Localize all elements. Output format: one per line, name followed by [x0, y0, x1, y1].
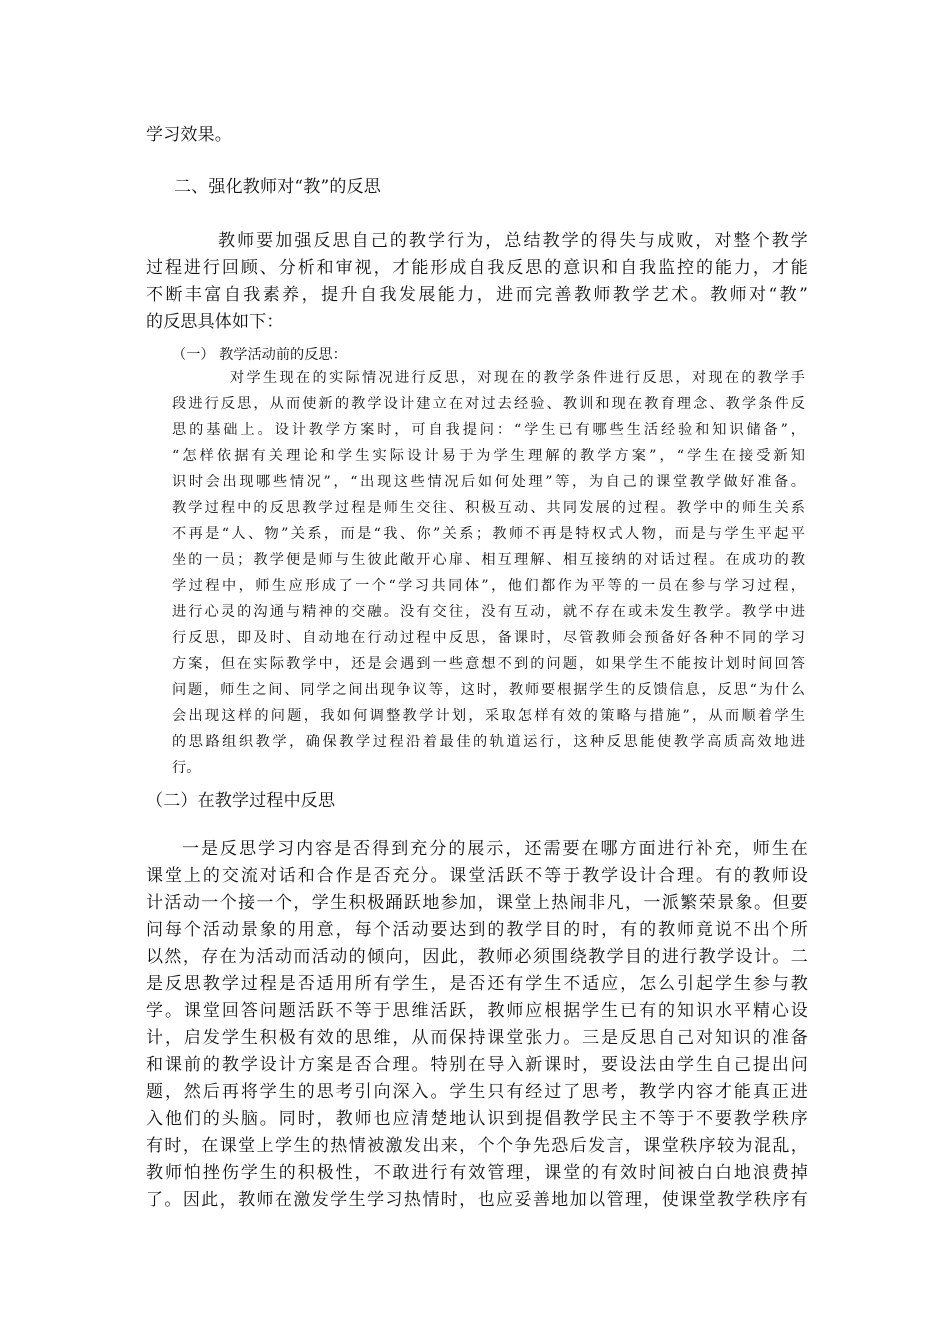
paragraph-line: 教师怕挫伤学生的积极性，不敢进行有效管理，课堂的有效时间被白白地浪费掉: [146, 1163, 808, 1183]
paragraph-line: 入他们的头脑。同时，教师也应清楚地认识到提倡教学民主不等于不要教学秩序: [146, 1109, 808, 1129]
paragraph-line: 问题，师生之间、同学之间出现争议等，这时，教师要根据学生的反馈信息，反思“为什么: [172, 682, 805, 698]
paragraph-line: 教学过程中的反思教学过程是师生交往、积极互动、共同发展的过程。教学中的师生关系: [172, 500, 805, 516]
subsection-heading: （一） 教学活动前的反思：: [172, 347, 347, 363]
paragraph-line: 识时会出现哪些情况”，“出现这些情况后如何处理”等，为自己的课堂教学做好准备。: [172, 474, 805, 490]
paragraph-line: 一是反思学习内容是否得到充分的展示，还需要在哪方面进行补充，师生在: [182, 839, 808, 859]
paragraph-line: 坐的一员；教学便是师与生彼此敞开心扉、相互理解、相互接纳的对话过程。在成功的教: [172, 552, 805, 568]
paragraph-line: 是反思教学过程是否适用所有学生，是否还有学生不适应，怎么引起学生参与教: [146, 974, 808, 994]
paragraph-line: 计，启发学生积极有效的思维，从而保持课堂张力。三是反思自己对知识的准备: [146, 1028, 808, 1048]
paragraph-line: 计活动一个接一个，学生积极踊跃地参加，课堂上热闹非凡，一派繁荣景象。但要: [146, 893, 808, 913]
paragraph-line: 的反思具体如下：: [146, 312, 284, 332]
paragraph-line: 行反思，即及时、自动地在行动过程中反思，备课时，尽管教师会预备好各种不同的学习: [172, 630, 805, 646]
paragraph-line: 和课前的教学设计方案是否合理。特别在导入新课时，要设法由学生自己提出问: [146, 1055, 808, 1075]
paragraph-line: 学。课堂回答问题活跃不等于思维活跃，教师应根据学生已有的知识水平精心设: [146, 1001, 808, 1021]
paragraph-line: 会出现这样的问题，我如何调整教学计划，采取怎样有效的策略与措施”，从而顺着学生: [172, 708, 805, 724]
paragraph-line: “怎样依据有关理论和学生实际设计易于为学生理解的教学方案”，“学生在接受新知: [172, 448, 805, 464]
subsection-heading: （二）在教学过程中反思: [146, 791, 336, 811]
paragraph-line: 学过程中，师生应形成了一个“学习共同体”，他们都作为平等的一员在参与学习过程，: [172, 578, 805, 594]
continued-text-line: 学习效果。: [146, 125, 232, 145]
section-heading: 二、强化教师对“教”的反思: [174, 177, 381, 197]
paragraph-line: 教师要加强反思自己的教学行为，总结教学的得失与成败，对整个教学: [218, 231, 808, 251]
paragraph-line: 不再是“人、物”关系，而是“我、你”关系；教师不再是特权式人物，而是与学生平起平: [172, 526, 805, 542]
paragraph-line: 不断丰富自我素养，提升自我发展能力，进而完善教师教学艺术。教师对“教”: [146, 285, 808, 305]
paragraph-line: 进行心灵的沟通与精神的交融。没有交往，没有互动，就不存在或未发生教学。教学中进: [172, 604, 805, 620]
paragraph-line: 段进行反思，从而使新的教学设计建立在对过去经验、教训和现在教育理念、教学条件反: [172, 396, 805, 412]
paragraph-line: 课堂上的交流对话和合作是否充分。课堂活跃不等于教学设计合理。有的教师设: [146, 866, 808, 886]
paragraph-line: 了。因此，教师在激发学生学习热情时，也应妥善地加以管理，使课堂教学秩序有: [146, 1190, 808, 1210]
paragraph-line: 题，然后再将学生的思考引向深入。学生只有经过了思考，教学内容才能真正进: [146, 1082, 808, 1102]
paragraph-line: 行。: [172, 760, 201, 776]
paragraph-line: 方案，但在实际教学中，还是会遇到一些意想不到的问题，如果学生不能按计划时间回答: [172, 656, 805, 672]
paragraph-line: 对学生现在的实际情况进行反思，对现在的教学条件进行反思，对现在的教学手: [230, 370, 805, 386]
paragraph-line: 的思路组织教学，确保教学过程沿着最佳的轨道运行，这种反思能使教学高质高效地进: [172, 734, 805, 750]
paragraph-line: 过程进行回顾、分析和审视，才能形成自我反思的意识和自我监控的能力，才能: [146, 258, 808, 278]
paragraph-line: 思的基础上。设计教学方案时，可自我提问：“学生已有哪些生活经验和知识储备”，: [172, 422, 805, 438]
paragraph-line: 有时，在课堂上学生的热情被激发出来，个个争先恐后发言，课堂秩序较为混乱，: [146, 1136, 808, 1156]
paragraph-line: 以然，存在为活动而活动的倾向，因此，教师必须围绕教学目的进行教学设计。二: [146, 947, 808, 967]
paragraph-line: 问每个活动景象的用意，每个活动要达到的教学目的时，有的教师竟说不出个所: [146, 920, 808, 940]
